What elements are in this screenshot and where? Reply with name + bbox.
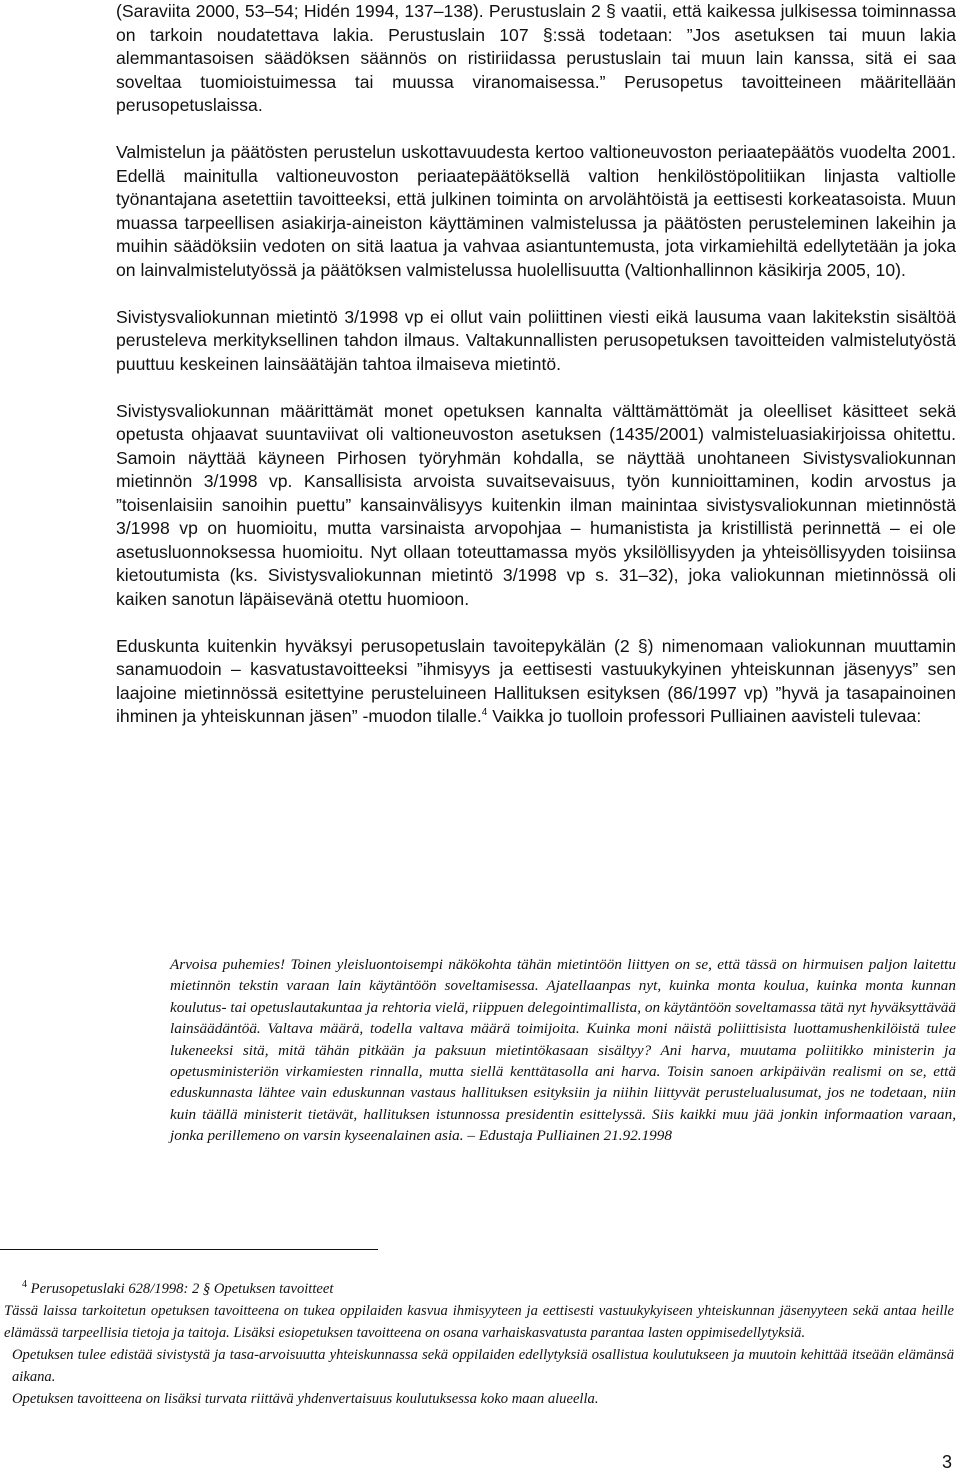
footnote-line-1: Tässä laissa tarkoitetun opetuksen tavoitteena on tukea oppilaiden kasvua ihmisyyteen ja eettisesti vastuukykyiseen yhteiskunnan jäsenyyteen sekä antaa heille elämässä tarpeellisia tietoja ja taitoja. Lisäksi esiopetuksen tavoitteena on osana varhaiskasvatusta parantaa lasten oppimisedellytyksiä. [4,1303,954,1341]
footnote-title-text: Perusopetuslaki 628/1998: 2 § Opetuksen tavoitteet [30,1281,334,1297]
footnote-title [4,1278,954,1300]
footnotes [4,1278,954,1410]
page-number: 3 [941,1452,952,1472]
paragraph-5 [116,635,956,729]
paragraph-2: Valmistelun ja päätösten perustelun uskottavuudesta kertoo valtioneuvoston periaatepäätös vuodelta 2001. Edellä mainitulla valtioneuvoston periaatepäätöksellä valtion henkilöstöpolitiikan linjasta valtiolle työnantajana asetettiin tavoitteeksi, että julkinen toiminta on arvolähtöistä ja eettisesti korkeatasoista. Muun muassa tarpeellisen asiakirja-aineiston käyttäminen valmistelussa ja päätösten perusteleminen lakeihin ja muihin säädöksiin vedoten on sitä laatua ja vahvaa asiantuntemusta, jota virkamiehiltä edellytetään ja joka on lainvalmistelutyössä ja päätöksen valmistelussa huolellisuutta (Valtionhallinnon käsikirja 2005, 10). [116,142,956,280]
paragraph-5-tail: Vaikka jo tuolloin professori Pulliainen aavisteli tulevaa: [487,706,922,726]
footnote-reference[interactable]: 4 [481,707,488,719]
paragraph-4: Sivistysvaliokunnan määrittämät monet opetuksen kannalta välttämättömät ja oleelliset käsitteet sekä opetusta ohjaavat suuntaviivat oli valtioneuvoston asetuksen (1435/2001) valmisteluasiakirjoissa ohitettu. Samoin näyttää käyneen Pirhosen työryhmän kohdalla, se näyttää unohtaneen Sivistysvaliokunnan mietinnön 3/1998 vp. Kansallisista arvoista suvaitsevaisuus, työn kunnioittaminen, kodin arvostus ja ”toisenlaisiin sanoihin puettu” kansainvälisyys kuitenkin ilman mainintaa sivistysvaliokunnan mietinnöstä 3/1998 vp on huomioitu, mutta varsinaista arvopohjaa – humanistista ja kristillistä perinnettä – ei ole asetusluonnoksessa huomioitu. Nyt ollaan toteuttamassa myös yksilöllisyyden ja yhteisöllisyyden toisiinsa kietoutumista (ks. Sivistysvaliokunnan mietintö 3/1998 vp s. 31–32), joka valiokunnan mietinnössä oli kaiken sanotun läpäisevänä otettu huomioon. [116,400,956,609]
block-quote [170,954,956,1147]
footnote-number: 4 [22,1279,27,1291]
footnote-line-2: Opetuksen tulee edistää sivistystä ja tasa-arvoisuutta yhteiskunnassa sekä oppilaiden edellytyksiä osallistua koulutukseen ja muutoin kehittää itseään elämänsä aikana. [12,1347,954,1385]
paragraph-1: (Saraviita 2000, 53–54; Hidén 1994, 137–138). Perustuslain 2 § vaatii, että kaikessa julkisessa toiminnassa on tarkoin noudatettava lakia. Perustuslain 107 §:ssä todetaan: ”Jos asetuksen tai muun lakia alemmantasoisen säädöksen säännös on ristiriidassa perustuslain tai muun lain kanssa, sitä ei saa soveltaa tuomioistuimessa tai muussa viranomaisessa.” Perusopetus tavoitteineen määritellään perusopetuslaissa. [116,1,956,115]
quote-text: Arvoisa puhemies! Toinen yleisluontoisempi näkökohta tähän mietintöön liittyen on se, että tässä on hirmuisen paljon laitettu mietinnön tekstin varaan lain käytäntöön soveltamisessa. Ajatellaanpas nyt, kuinka monta koulua, kuinka monta kunnan koulutus- tai opetuslautakuntaa ja rehtoria vielä, riippuen delegointimallista, on käytäntöön soveltamassa tätä nyt hyväksyttävää lainsäädäntöä. Valtava määrä, todella valtava määrä toimijoita. Kuinka moni näistä poliittisista luottamushenkilöistä tulee lukeneeksi sitä, mitä tähän pitkään ja paksuun mietintökasaan sisältyy? Ani harva, muutama poliitikko ministerin ja opetusministeriön virkamiesten rinnalla, mutta siellä kenttätasolla ani harva. Toisin sanoen arkipäivän realismi on se, että eduskunnasta lähtee vain eduskunnan vastaus hallituksen esityksiin ja niihin liittyvät perustelualusumat, jos ne todetaan, niin kuin täällä ministerit tietävät, hallituksen istunnossa presidentin esittelyssä. Siis kaikki muu jää jonkin informaation varaan, jonka perillemeno on varsin kyseenalainen asia. – Edustaja Pulliainen 21.92.1998 [170,956,956,1145]
paragraph-5-text: Eduskunta kuitenkin hyväksyi perusopetuslain tavoitepykälän (2 §) nimenomaan valiokunnan muuttamin sanamuodoin – kasvatustavoitteeksi ”ihmisyys ja eettisesti vastuukykyinen yhteiskunnan jäsenyys” sen laajoine mietinnössä esitettyine perusteluineen Hallituksen esityksen (86/1997 vp) ”hyvä ja tasapainoinen ihminen ja yhteiskunnan jäsen” -muodon tilalle. [116,635,956,726]
footnote-line-3: Opetuksen tavoitteena on lisäksi turvata riittävä yhdenvertaisuus koulutuksessa koko maan alueella. [12,1391,599,1407]
footnote-divider [0,1249,378,1250]
paragraph-3: Sivistysvaliokunnan mietintö 3/1998 vp ei ollut vain poliittinen viesti eikä lausuma vaan lakitekstin sisältöä perusteleva merkityksellinen tahdon ilmaus. Valtakunnallisten perusopetuksen tavoitteiden valmistelutyöstä puuttuu keskeinen lainsäätäjän tahtoa ilmaiseva mietintö. [116,306,956,374]
body-text [116,0,956,729]
